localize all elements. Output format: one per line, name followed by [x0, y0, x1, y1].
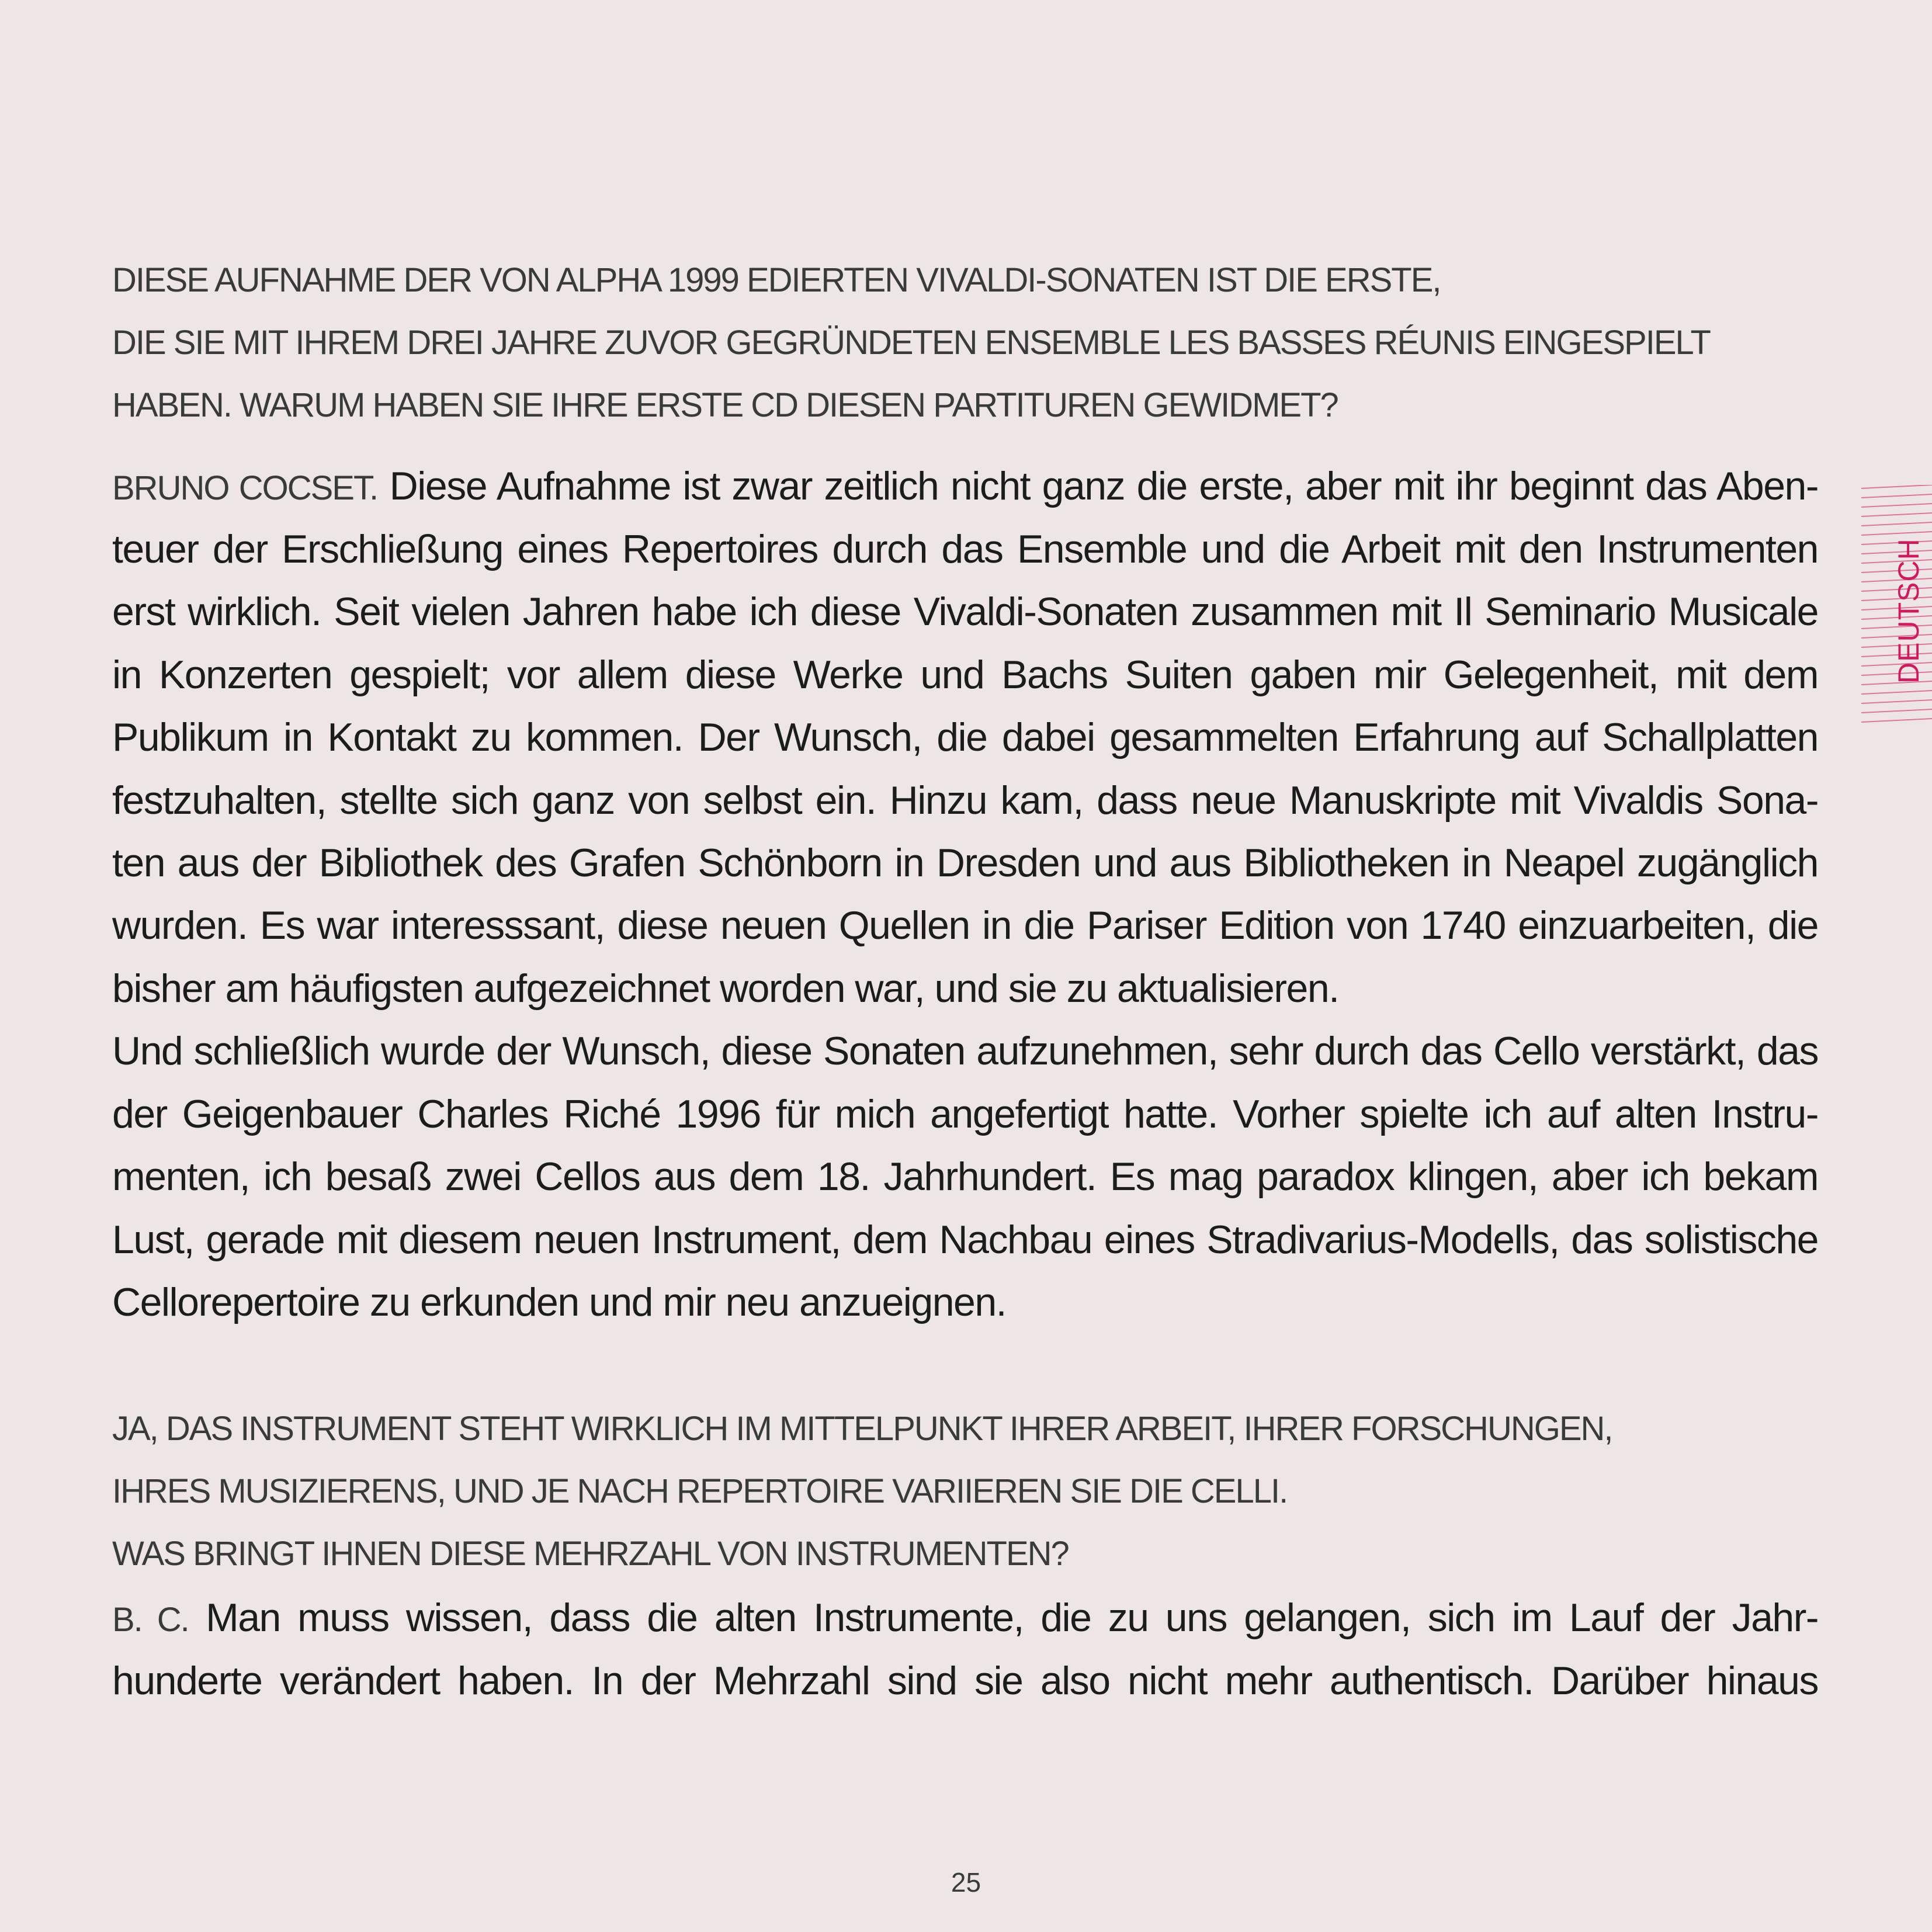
question-line: JA, DAS INSTRUMENT STEHT WIRKLICH IM MITTELPUNKT IHRER ARBEIT, IHRER FORSCHUNGEN, [112, 1410, 1612, 1448]
language-label: DEUTSCH [1892, 538, 1925, 684]
answer-line: Cellorepertoire zu erkunden und mir neu anzueignen. [112, 1280, 1007, 1324]
question-line: DIE SIE MIT IHREM DREI JAHRE ZUVOR GEGRÜNDETEN ENSEMBLE LES BASSES RÉUNIS EINGESPIELT [112, 324, 1710, 362]
answer-line: festzuhalten, stellte sich ganz von selbst ein. Hinzu kam, dass neue Manuskripte mit Vivaldis Sona- [112, 778, 1818, 823]
speaker-name: B. C. [112, 1601, 189, 1639]
question-line: IHRES MUSIZIERENS, UND JE NACH REPERTOIRE VARIIEREN SIE DIE CELLI. [112, 1472, 1288, 1510]
answer-line: teuer der Erschließung eines Repertoires durch das Ensemble und die Arbeit mit den Instrumenten [112, 527, 1818, 571]
answer-line: der Geigenbauer Charles Riché 1996 für mich angefertigt hatte. Vorher spielte ich auf alten Instru- [112, 1092, 1818, 1136]
question-line: WAS BRINGT IHNEN DIESE MEHRZAHL VON INSTRUMENTEN? [112, 1535, 1069, 1573]
answer-line: in Konzerten gespielt; vor allem diese Werke und Bachs Suiten gaben mir Gelegenheit, mit dem [112, 653, 1818, 697]
answer-line: hunderte verändert haben. In der Mehrzahl sind sie also nicht mehr authentisch. Darüber hinaus [112, 1659, 1818, 1703]
answer-line: bisher am häufigsten aufgezeichnet worden war, und sie zu aktualisieren. [112, 966, 1339, 1011]
answer-text: Diese Aufnahme ist zwar zeitlich nicht ganz die erste, aber mit ihr beginnt das Aben- [377, 464, 1818, 508]
answer-line: erst wirklich. Seit vielen Jahren habe ich diese Vivaldi-Sonaten zusammen mit Il Seminario Musicale [112, 589, 1818, 634]
answer-line: Lust, gerade mit diesem neuen Instrument, dem Nachbau eines Stradivarius-Modells, das solistische [112, 1218, 1818, 1262]
answer-line: ten aus der Bibliothek des Grafen Schönborn in Dresden und aus Bibliotheken in Neapel zugänglich [112, 841, 1818, 885]
answer-line [112, 462, 1818, 512]
question-line: DIESE AUFNAHME DER VON ALPHA 1999 EDIERTEN VIVALDI-SONATEN IST DIE ERSTE, [112, 261, 1441, 299]
answer-line: Publikum in Kontakt zu kommen. Der Wunsch, die dabei gesammelten Erfahrung auf Schallplatten [112, 715, 1818, 759]
answer-text: Man muss wissen, dass die alten Instrumente, die zu uns gelangen, sich im Lauf der Jahr- [188, 1595, 1818, 1640]
answer-line: wurden. Es war interesssant, diese neuen Quellen in die Pariser Edition von 1740 einzuarbeiten, die [112, 903, 1818, 948]
speaker-name: BRUNO COCSET. [112, 469, 378, 507]
answer-line: Und schließlich wurde der Wunsch, diese Sonaten aufzunehmen, sehr durch das Cello verstärkt, das [112, 1029, 1818, 1073]
question-line: HABEN. WARUM HABEN SIE IHRE ERSTE CD DIESEN PARTITUREN GEWIDMET? [112, 386, 1338, 424]
answer-line [112, 1594, 1818, 1644]
page-number: 25 [951, 1867, 981, 1898]
answer-line: menten, ich besaß zwei Cellos aus dem 18. Jahrhundert. Es mag paradox klingen, aber ich bekam [112, 1154, 1818, 1199]
